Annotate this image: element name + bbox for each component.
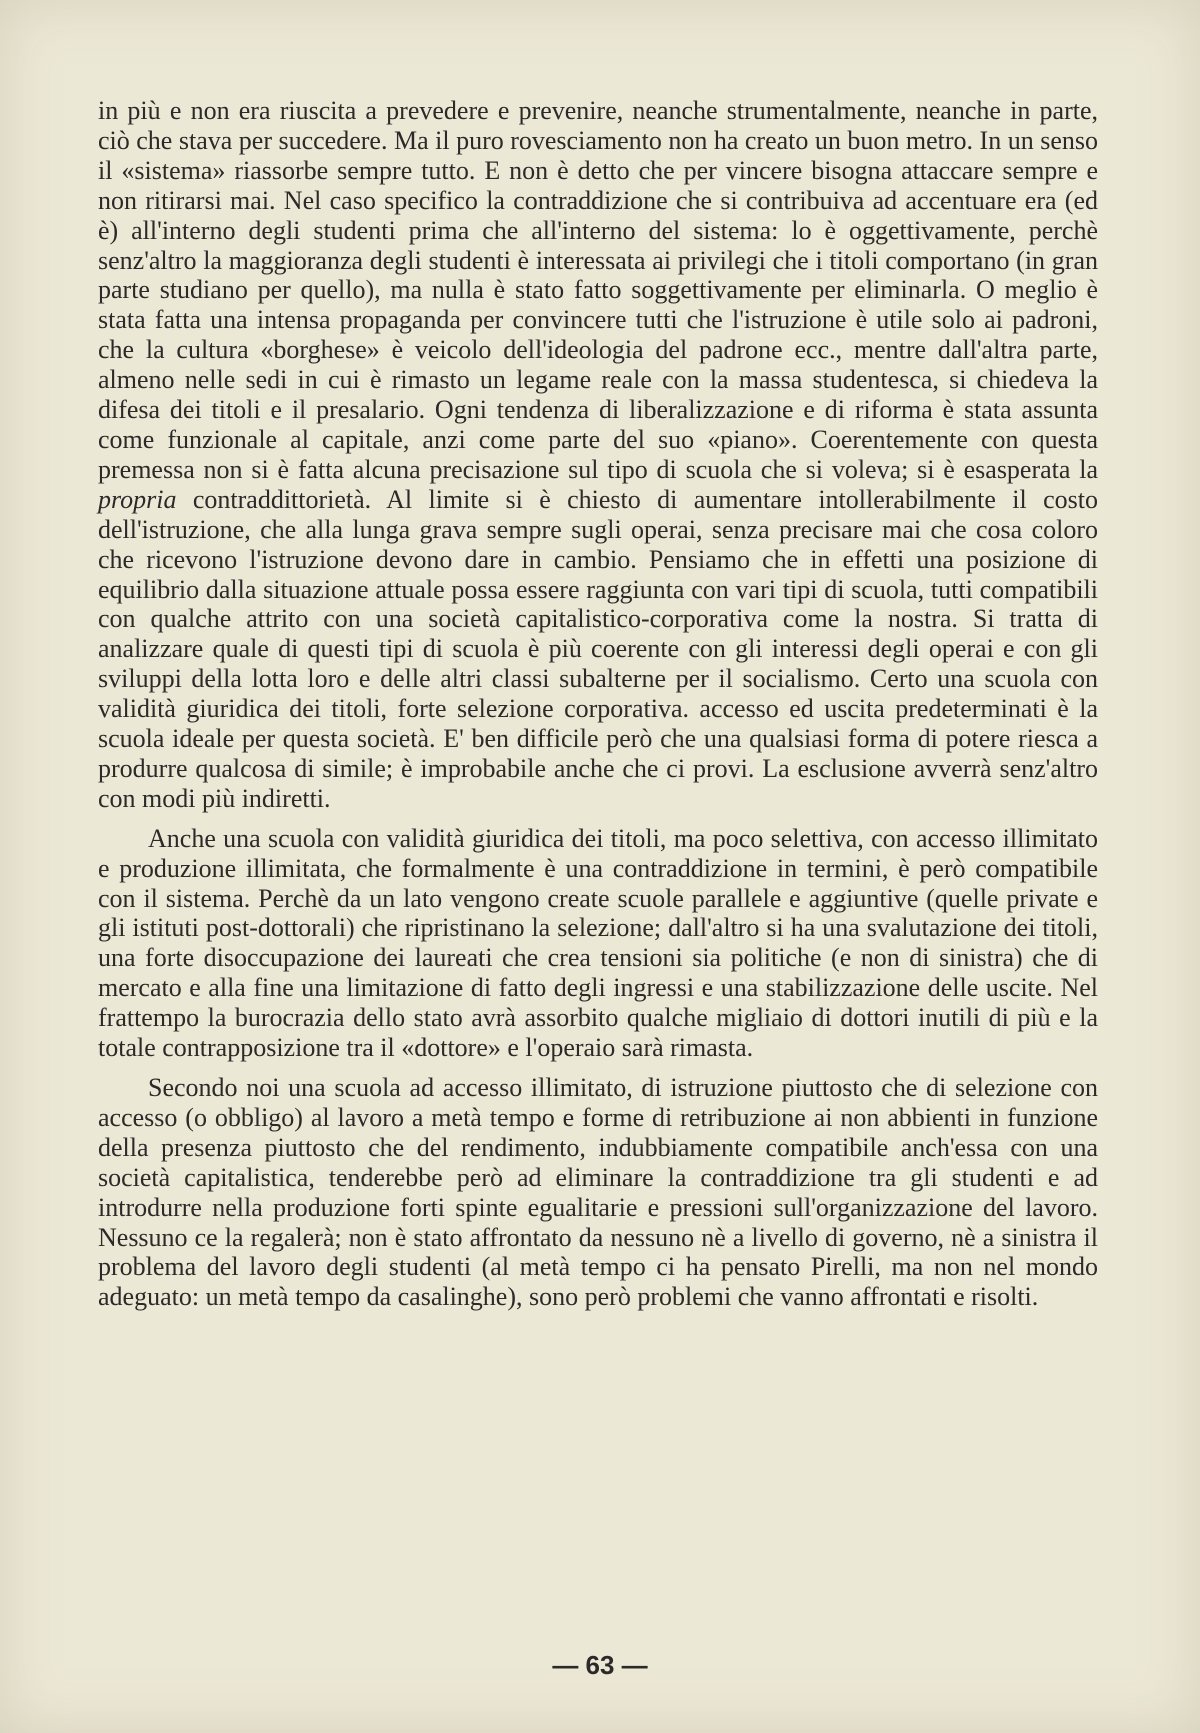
paragraph-3: Secondo noi una scuola ad accesso illimitato, di istruzione piuttosto che di selezione con accesso (o obbligo) al lavoro a metà tempo e forme di retribuzione ai non abbienti in funzione della presenza piuttosto che del rendimento, indubbiamente compatibile anch'essa con una società capitalistica, tenderebbe però ad eliminare la contraddizione tra gli studenti e ad introdurre nella produzione forti spinte egualitarie e pressioni sull'organizzazione del lavoro. Nessuno ce la regalerà; non è stato affrontato da nessuno nè a livello di governo, nè a sinistra il problema del lavoro degli studenti (al metà tempo ci ha pensato Pirelli, ma non nel mondo adeguato: un metà tempo da casalinghe), sono però problemi che vanno affrontati e risolti. bbox=[98, 1073, 1098, 1312]
body-text bbox=[98, 96, 1098, 1312]
paragraph-1-part-2: contraddittorietà. Al limite si è chiesto di aumentare intollerabilmente il costo dell'istruzione, che alla lunga grava sempre sugli operai, senza precisare mai che cosa coloro che ricevono l'istruzione devono dare in cambio. Pensiamo che in effetti una posizione di equilibrio dalla situazione attuale possa essere raggiunta con vari tipi di scuola, tutti compatibili con qualche attrito con una società capitalistico-corporativa come la nostra. Si tratta di analizzare quale di questi tipi di scuola è più coerente con gli interessi degli operai e con gli sviluppi della lotta loro e delle altri classi subalterne per il socialismo. Certo una scuola con validità giuridica dei titoli, forte selezione corporativa. accesso ed uscita predeterminati è la scuola ideale per questa società. E' ben difficile però che una qualsiasi forma di potere riesca a produrre qualcosa di simile; è improbabile anche che ci provi. La esclusione avverrà senz'altro con modi più indiretti. bbox=[98, 484, 1098, 813]
paragraph-1-part-1: in più e non era riuscita a prevedere e prevenire, neanche strumentalmente, neanche in parte, ciò che stava per succedere. Ma il puro rovesciamento non ha creato un buon metro. In un senso il «sistema» riassorbe sempre tutto. E non è detto che per vincere bisogna attaccare sempre e non ritirarsi mai. Nel caso specifico la contraddizione che si contribuiva ad accentuare era (ed è) all'interno degli studenti prima che all'interno del sistema: lo è oggettivamente, perchè senz'altro la maggioranza degli studenti è interessata ai privilegi che i titoli comportano (in gran parte studiano per quello), ma nulla è stato fatto soggettivamente per eliminarla. O meglio è stata fatta una intensa propaganda per convincere tutti che l'istruzione è utile solo ai padroni, che la cultura «borghese» è veicolo dell'ideologia del padrone ecc., mentre dall'altra parte, almeno nelle sedi in cui è rimasto un legame reale con la massa studentesca, si chiedeva la difesa dei titoli e il presalario. Ogni tendenza di liberalizzazione e di riforma è stata assunta come funzionale al capitale, anzi come parte del suo «piano». Coerentemente con questa premessa non si è fatta alcuna precisazione sul tipo di scuola che si voleva; si è esasperata la bbox=[98, 96, 1098, 484]
italic-word-propria: propria bbox=[98, 484, 177, 514]
paragraph-1 bbox=[98, 96, 1098, 814]
paragraph-2: Anche una scuola con validità giuridica dei titoli, ma poco selettiva, con accesso illimitato e produzione illimitata, che formalmente è una contraddizione in termini, è però compatibile con il sistema. Perchè da un lato vengono create scuole parallele e aggiuntive (quelle private e gli istituti post-dottorali) che ripristinano la selezione; dall'altro si ha una svalutazione dei titoli, una forte disoccupazione dei laureati che crea tensioni sia politiche (e non di sinistra) che di mercato e alla fine una limitazione di fatto degli ingressi e una stabilizzazione delle uscite. Nel frattempo la burocrazia dello stato avrà assorbito qualche migliaio di dottori inutili di più e la totale contrapposizione tra il «dottore» e l'operaio sarà rimasta. bbox=[98, 823, 1098, 1063]
page-number: — 63 — bbox=[552, 1650, 648, 1680]
